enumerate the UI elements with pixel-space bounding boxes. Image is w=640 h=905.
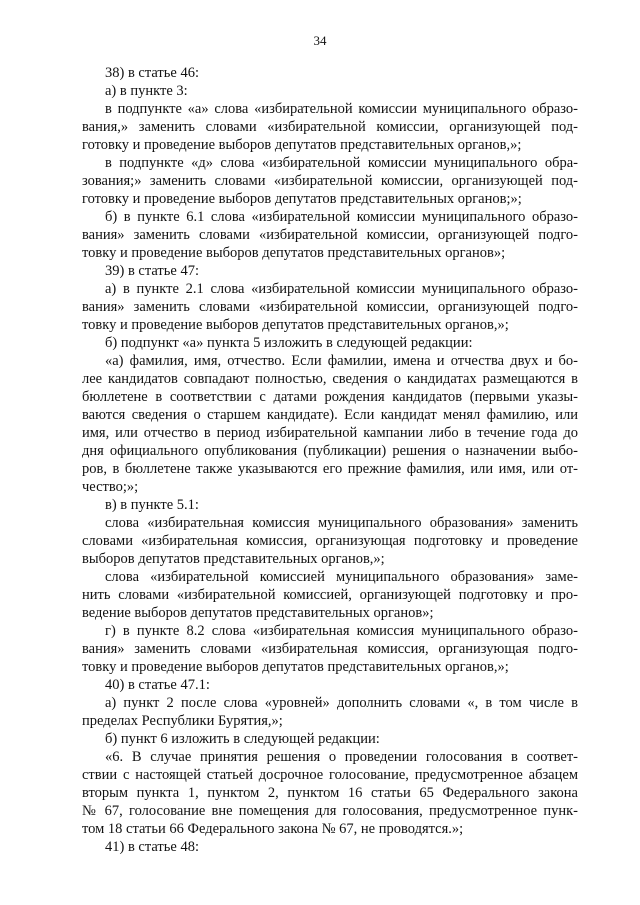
text-line: вания» заменить словами «избирательной комиссии, организующей подго- [82, 227, 578, 243]
text-line: вания,» заменить словами «избирательной комиссии, организующей под- [82, 119, 578, 135]
text-line: нить словами «избирательной комиссией, организующей подготовку и про- [82, 587, 578, 603]
text-line: пределах Республики Бурятия,»; [82, 713, 283, 729]
text-line: дня официального опубликования (публикации) решения о назначении выбо- [82, 443, 578, 459]
text-line: словами «избирательная комиссия, организующая подготовку и проведение [82, 533, 578, 549]
text-line: ведение выборов депутатов представительных органов»; [82, 605, 434, 621]
text-line: в подпункте «а» слова «избирательной комиссии муниципального образо- [105, 101, 578, 117]
text-line: том 18 статьи 66 Федерального закона № 67, не проводятся.»; [82, 821, 464, 837]
text-line: «6. В случае принятия решения о проведении голосования в соответ- [105, 749, 578, 765]
text-line: товку и проведение выборов депутатов представительных органов»; [82, 245, 506, 261]
text-line: г) в пункте 8.2 слова «избирательная комиссия муниципального образо- [105, 623, 578, 639]
text-line: а) пункт 2 после слова «уровней» дополнить словами «, в том числе в [105, 695, 578, 711]
text-line: бюллетене в соответствии с датами рождения кандидатов (первыми указы- [82, 389, 578, 405]
text-line: 41) в статье 48: [105, 839, 199, 855]
text-line: в) в пункте 5.1: [105, 497, 199, 513]
text-line: готовку и проведение выборов депутатов представительных органов,»; [82, 137, 522, 153]
text-line: вания» заменить словами «избирательная комиссия, организующая подго- [82, 641, 578, 657]
text-line: 39) в статье 47: [105, 263, 199, 279]
text-line: ваются сведения о старшем кандидате). Если кандидат менял фамилию, или [82, 407, 578, 423]
text-line: лее кандидатов совпадают полностью, сведения о кандидатах размещаются в [82, 371, 578, 387]
text-line: ров, в бюллетене также указываются его прежние фамилия, или имя, или от- [82, 461, 578, 477]
text-line: б) подпункт «а» пункта 5 изложить в следующей редакции: [105, 335, 473, 351]
text-line: 38) в статье 46: [105, 65, 199, 81]
text-line: зования;» заменить словами «избирательной комиссии, организующей под- [82, 173, 578, 189]
text-line: б) в пункте 6.1 слова «избирательной комиссии муниципального образо- [105, 209, 578, 225]
text-line: № 67, голосование вне помещения для голосования, предусмотренное пунк- [82, 803, 578, 819]
text-line: товку и проведение выборов депутатов представительных органов,»; [82, 659, 509, 675]
text-line: слова «избирательной комиссией муниципального образования» заме- [105, 569, 578, 585]
page-number: 34 [313, 33, 327, 48]
text-line: ствии с настоящей статьей досрочное голосование, предусмотренное абзацем [82, 767, 578, 783]
text-line: а) в пункте 2.1 слова «избирательной комиссии муниципального образо- [105, 281, 578, 297]
text-line: выборов депутатов представительных органов,»; [82, 551, 385, 567]
text-line: чество;»; [82, 479, 139, 495]
text-line: имя, или отчество в период избирательной кампании либо в течение года до [82, 425, 578, 441]
text-line: в подпункте «д» слова «избирательной комиссии муниципального обра- [105, 155, 578, 171]
text-line: слова «избирательная комиссия муниципального образования» заменить [105, 515, 578, 531]
text-line: а) в пункте 3: [105, 83, 188, 99]
text-line: вторым пункта 1, пунктом 2, пунктом 16 статьи 65 Федерального закона [82, 785, 578, 801]
text-line: «а) фамилия, имя, отчество. Если фамилии, имена и отчества двух и бо- [105, 353, 578, 369]
text-line: товку и проведение выборов депутатов представительных органов,»; [82, 317, 509, 333]
text-line: вания» заменить словами «избирательной комиссии, организующей подго- [82, 299, 578, 315]
text-line: б) пункт 6 изложить в следующей редакции: [105, 731, 380, 747]
document-body [82, 64, 578, 856]
text-line: 40) в статье 47.1: [105, 677, 210, 693]
text-line: готовку и проведение выборов депутатов представительных органов;»; [82, 191, 522, 207]
